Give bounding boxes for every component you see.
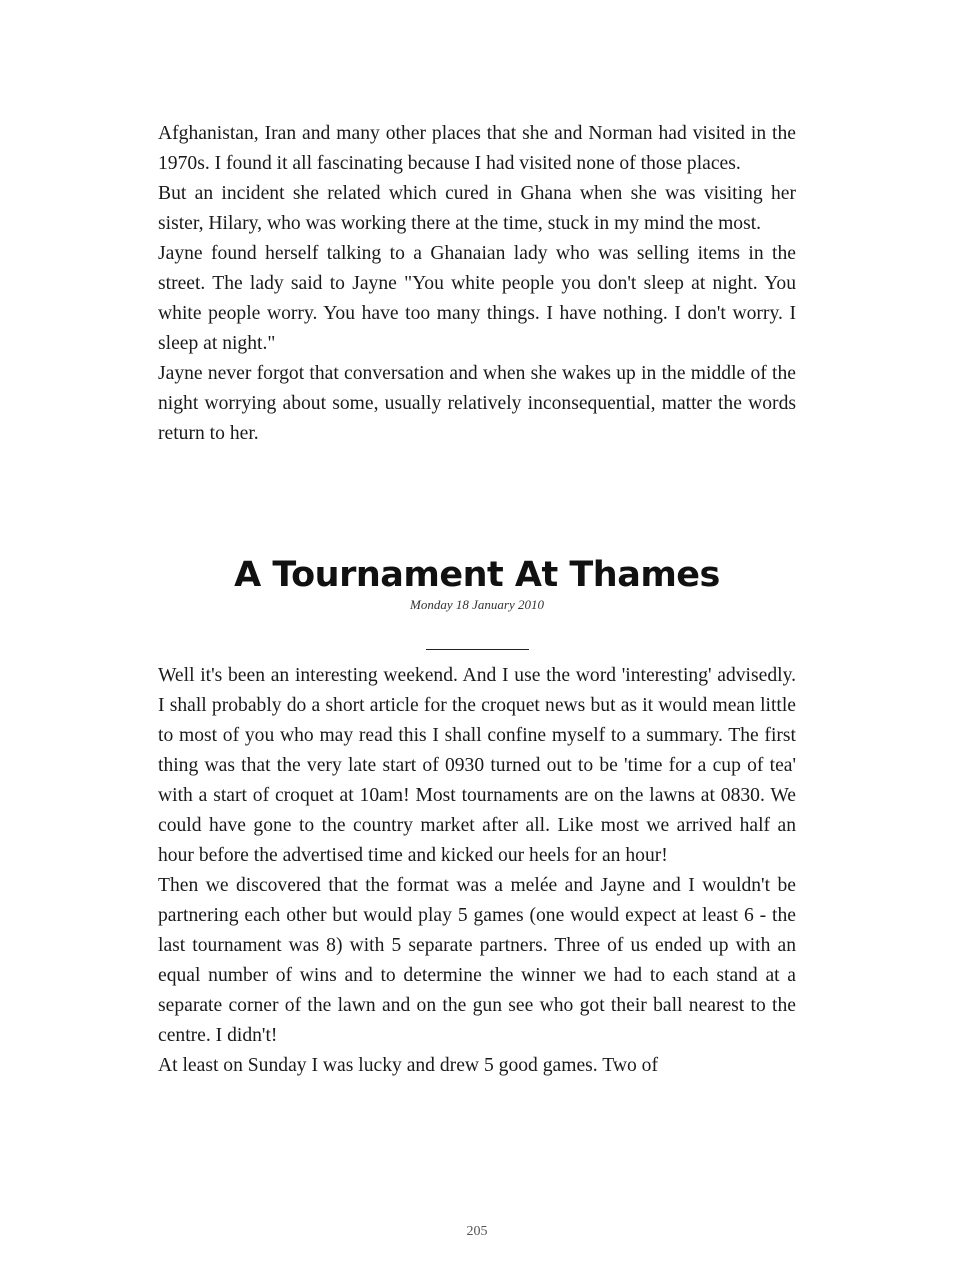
paragraph: Well it's been an interesting weekend. And I use the word 'interesting' advisedly. I shall probably do a short article for the croquet news but as it would mean little to most of you who may read this I shall confine myself to a summary. The first thing was that the very late start of 0930 turned out to be 'time for a cup of tea' with a start of croquet at 10am! Most tournaments are on the lawns at 0830. We could have gone to the country market after all. Like most we arrived half an hour before the advertised time and kicked our heels for an hour!	[158, 665, 796, 866]
previous-article-text	[158, 119, 796, 449]
paragraph: Jayne found herself talking to a Ghanaian lady who was selling items in the street. The lady said to Jayne "You white people you don't sleep at night. You white people worry. You have too many things. I have nothing. I don't worry. I sleep at night."	[158, 243, 796, 354]
paragraph: Then we discovered that the format was a melée and Jayne and I wouldn't be partnering each other but would play 5 games (one would expect at least 6 - the last tournament was 8) with 5 separate partners. Three of us ended up with an equal number of wins and to determine the winner we had to each stand at a separate corner of the lawn and on the gun see who got their ball nearest to the centre. I didn't!	[158, 875, 796, 1046]
paragraph: At least on Sunday I was lucky and drew 5 good games. Two of	[158, 1055, 658, 1076]
page-number: 205	[466, 1224, 488, 1239]
article-title: A Tournament At Thames	[234, 555, 720, 595]
paragraph: Afghanistan, Iran and many other places that she and Norman had visited in the 1970s. I found it all fascinating because I had visited none of those places.	[158, 123, 796, 174]
paragraph: But an incident she related which cured in Ghana when she was visiting her sister, Hilary, who was working there at the time, stuck in my mind the most.	[158, 183, 796, 234]
article-body	[158, 661, 796, 1081]
article-date: Monday 18 January 2010	[410, 597, 544, 612]
paragraph: Jayne never forgot that conversation and when she wakes up in the middle of the night worrying about some, usually relatively inconsequential, matter the words return to her.	[158, 363, 796, 444]
title-divider	[426, 649, 529, 650]
